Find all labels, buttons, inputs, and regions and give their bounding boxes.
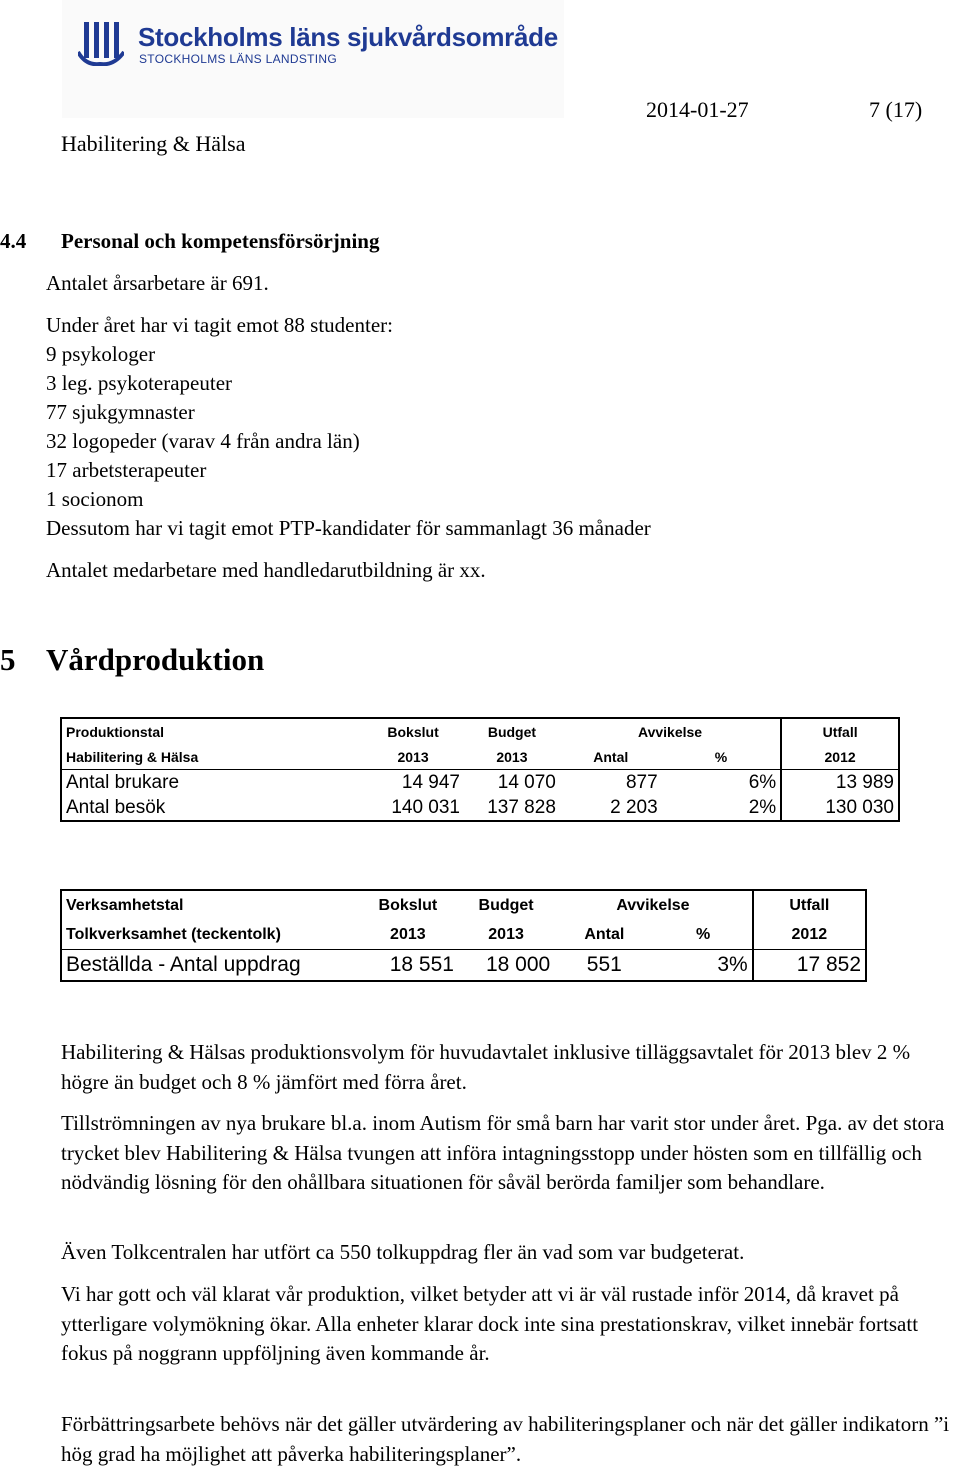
table-cell: 140 031 (391, 796, 460, 818)
header-cell: Avvikelse (637, 723, 703, 740)
list-item: Dessutom har vi tagit emot PTP-kandidater för sammanlagt 36 månader (46, 516, 651, 540)
header-cell: 2013 (390, 925, 426, 943)
staff-count-text: Antalet årsarbetare är 691. (46, 271, 269, 295)
list-item: 1 socionom (46, 487, 144, 511)
header-cell: 2013 (488, 925, 524, 943)
table-cell: 18 551 (358, 950, 458, 982)
section-5-title: Vårdproduktion (46, 642, 265, 677)
header-cell: % (714, 748, 728, 765)
header-cell: Produktionstal (66, 723, 165, 740)
table-header-row (61, 920, 866, 950)
logo-subtitle: STOCKHOLMS LÄNS LANDSTING (139, 52, 337, 66)
production-table (60, 717, 900, 822)
table-header-row (61, 744, 899, 770)
table-row (61, 770, 899, 796)
table-cell: 130 030 (781, 795, 899, 821)
header-cell: Utfall (753, 890, 866, 920)
header-cell: Utfall (781, 718, 899, 744)
table-header-row (61, 718, 899, 744)
header-cell: Avvikelse (616, 896, 690, 914)
header-cell: 2012 (781, 744, 899, 770)
list-item: 17 arbetsterapeuter (46, 458, 207, 482)
row-label: Antal besök (66, 796, 166, 818)
section-4-4-number: 4.4 (0, 229, 27, 253)
section-5-number: 5 (0, 642, 16, 677)
header-cell: Antal (584, 925, 625, 943)
header-cell: Budget (478, 896, 534, 914)
table-cell: 6% (662, 770, 782, 796)
body-paragraph: Förbättringsarbete behövs när det gäller utvärdering av habiliteringsplaner och när det gäller indikatorn ”i hög grad ha möjlighet att påverka habiliteringsplaner”. (61, 1412, 950, 1466)
logo (62, 0, 564, 118)
table-cell: 18 000 (458, 950, 554, 982)
students-intro: Under året har vi tagit emot 88 studenter: (46, 313, 393, 337)
table-cell: 14 070 (464, 770, 560, 796)
table-cell: 2 203 (610, 796, 658, 818)
table-cell: 137 828 (487, 796, 556, 818)
table-cell: 2% (748, 796, 777, 818)
body-paragraph: Habilitering & Hälsas produktionsvolym för huvudavtalet inklusive tilläggsavtalet för 2013 blev 2 % högre än budget och 8 % jämfört med förra året. (61, 1040, 911, 1094)
table-header-row (61, 890, 866, 920)
header-cell: Bokslut (387, 723, 439, 740)
logo-name: Stockholms läns sjukvårdsområde (138, 22, 558, 52)
table-row (61, 795, 899, 821)
header-cell: Budget (487, 723, 537, 740)
supervisor-training-text: Antalet medarbetare med handledarutbildning är xx. (46, 558, 486, 582)
list-item: 9 psykologer (46, 342, 156, 366)
table-cell: 13 989 (781, 770, 899, 796)
table-cell: 551 (554, 950, 654, 982)
row-label: Beställda - Antal uppdrag (61, 950, 358, 982)
table-row (61, 950, 866, 982)
table-cell: 3% (654, 950, 752, 982)
document-date: 2014-01-27 (646, 97, 749, 122)
body-paragraph: Vi har gott och väl klarat vår produktion, vilket betyder att vi är väl rustade inför 2014, då kravet på ytterligare volymökning ökar. Alla enheter klarar dock inte sina prestationskrav, vilket innebär fortsatt fokus på noggrann uppföljning även kommande år. (61, 1282, 919, 1365)
header-cell: Tolkverksamhet (teckentolk) (66, 925, 281, 943)
header-cell: % (695, 925, 711, 943)
header-cell: Antal (593, 748, 629, 765)
page-number: 7 (17) (869, 97, 923, 122)
header-cell: 2013 (496, 748, 528, 765)
section-4-4-title: Personal och kompetensförsörjning (61, 229, 380, 253)
students-list (46, 340, 651, 543)
list-item: 77 sjukgymnaster (46, 400, 195, 424)
header-cell: 2012 (753, 920, 866, 950)
table-cell: 14 947 (362, 770, 464, 796)
table-cell: 877 (560, 770, 662, 796)
department-name: Habilitering & Hälsa (61, 131, 246, 156)
list-item: 32 logopeder (varav 4 från andra län) (46, 429, 360, 453)
list-item: 3 leg. psykoterapeuter (46, 371, 233, 395)
header-cell: Bokslut (378, 896, 438, 914)
header-cell: 2013 (397, 748, 429, 765)
sll-logo-icon (78, 22, 124, 66)
header-cell: Habilitering & Hälsa (66, 748, 199, 765)
body-paragraph: Även Tolkcentralen har utfört ca 550 tolkuppdrag fler än vad som var budgeterat. (61, 1240, 745, 1264)
activity-table (60, 889, 867, 982)
header-cell: Verksamhetstal (66, 896, 184, 914)
table-cell: 17 852 (753, 950, 866, 982)
row-label: Antal brukare (61, 770, 362, 796)
body-paragraph: Tillströmningen av nya brukare bl.a. inom Autism för små barn har varit stor under året. Pga. av det stora trycket blev Habilitering & Hälsa tvungen att införa intagningsstopp under hösten som en tillfällig och nödvändig lösning för den ohållbara situationen för såväl berörda familjer som behandlare. (61, 1111, 945, 1194)
